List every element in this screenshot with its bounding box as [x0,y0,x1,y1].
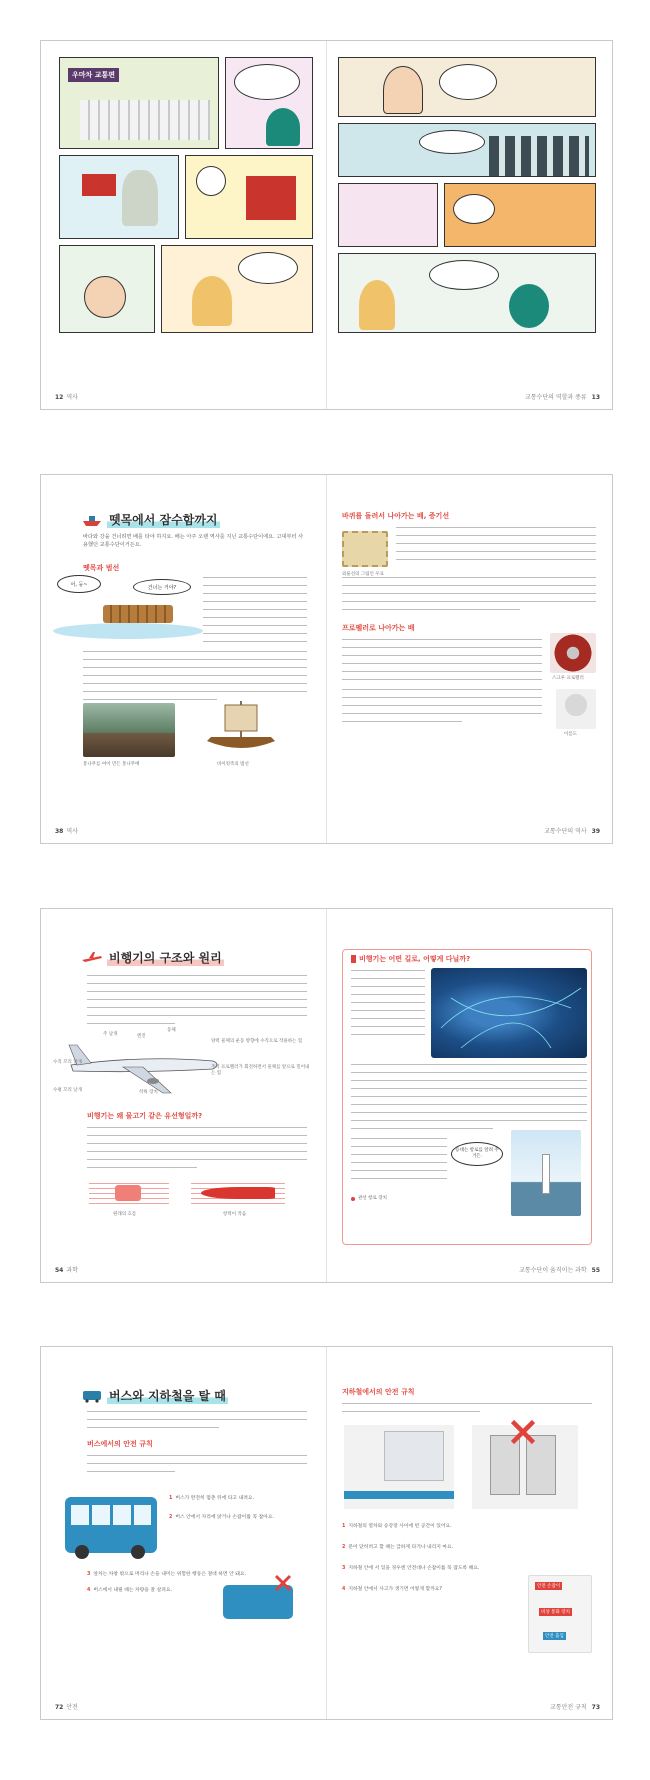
rule-number: 1 [342,1524,346,1529]
character-illustration [359,280,395,330]
world-routes-map [431,968,587,1058]
page-folio: 38 역사 [55,828,78,835]
character-illustration [383,66,423,114]
subsection-title: 뗏목과 범선 [83,564,120,572]
page-folio: 교통안전 규칙 73 [550,1704,600,1711]
bullet-icon [351,1197,355,1201]
speech-bubble [196,166,226,196]
diagram-label: 수직 꼬리 날개 [53,1060,82,1065]
subsection-title: 지하철에서의 안전 규칙 [342,1388,415,1396]
emergency-handle-photo [528,1575,592,1653]
body-text [396,527,596,567]
bookmark-icon [351,955,356,963]
figure-note: 관선 항로 장치 [351,1196,501,1202]
page-folio: 54 과학 [55,1267,78,1274]
lighthouse-photo [511,1130,581,1216]
diagram-caption: 항력이 작음 [223,1212,247,1217]
diagram-caption: 원래의 흐름 [113,1212,137,1217]
comic-panel [185,155,313,239]
body-text [87,1127,307,1175]
comic-page-right [328,41,613,409]
comic-panel [338,123,596,177]
palanquin-illustration [82,174,116,196]
subway-rule-list [342,1523,514,1593]
palanquin-illustration [246,176,296,220]
comic-panel [338,57,596,117]
diagram-label: 동체 [167,1028,176,1033]
rule-number: 2 [169,1515,173,1520]
body-text [342,1403,592,1419]
comic-panel [59,245,155,333]
rule-item: 2 문이 닫히려고 할 때는 급하게 타거나 내리지 마요. [342,1545,454,1550]
diagram-label: 착륙 장치 [139,1090,158,1095]
rule-item: 3 지하철 안에 서 있을 경우엔 안전대나 손잡이를 꼭 잡도록 해요. [342,1566,480,1571]
speech-bubble: 등대는 항로를 알려 주거든. [451,1142,503,1166]
subsection-title: 바퀴를 돌려서 나아가는 배, 증기선 [342,512,450,520]
comic-panel [161,245,313,333]
subsection-title: 프로펠러로 나아가는 배 [342,624,415,632]
bus-subway-spread [40,1346,613,1720]
log-boat-photo [83,703,175,757]
page-folio: 교통수단의 역사 39 [544,828,600,835]
speech-bubble [439,64,497,100]
paddle-steamer-stamp [342,531,388,567]
comic-panel [59,155,179,239]
subsection-title: 버스에서의 안전 규칙 [87,1440,153,1448]
bus-rule-list [169,1495,311,1533]
page-folio: 12 역사 [55,394,78,401]
body-text [342,577,596,617]
safety-sign: 안전 손잡이 [537,1584,561,1589]
comic-page-left [41,41,327,409]
bus-icon [81,1389,103,1403]
rule-item: 3 앞차는 차창 밖으로 머리나 손을 내미는 위험한 행동은 절대 하면 안 돼요. [87,1572,247,1577]
comic-panel [444,183,596,247]
photo-caption: 외륜선의 그림인 우표 [342,572,384,577]
ships-page-left [41,475,327,843]
intro-text: 바다와 강을 건너려면 배를 타야 하지요. 배는 아주 오랜 역사를 지닌 교통수단이에요. 고대부터 사용했던 교통수단이거든요. [83,534,304,548]
speech-bubble [429,260,499,290]
body-text [87,1455,307,1479]
page-folio: 교통수단의 역할과 종류 13 [524,394,600,401]
info-box-title: 비행기는 어떤 길로, 어떻게 다닐까? [351,954,470,964]
definition-note: 추력 프로펠러가 회전하면서 물체를 앞으로 밀어내는 힘 [211,1065,310,1076]
rule-item: 4 버스에서 내릴 때는 차량을 잘 살펴요. [87,1588,173,1593]
speech-bubble [419,130,485,154]
body-text [203,577,307,649]
comic-panel [338,183,438,247]
speech-bubble [453,194,495,224]
character-illustration [192,276,232,326]
character-illustration [509,284,549,328]
speech-bubble [238,252,298,284]
subway-platform-illustration [344,1425,454,1509]
crowd-illustration [489,136,589,176]
portrait-illustration [556,689,596,729]
definition-note: 양력 물체의 운동 방향에 수직으로 작용하는 힘 [211,1039,303,1044]
photo-caption: 통나무를 여어 만든 통나무배 [83,762,140,767]
x-mark-icon [273,1573,293,1593]
section-title: 비행기의 구조와 원리 [81,949,224,966]
speech-bubble: 건너는 거야? [133,579,191,595]
ships-spread [40,474,613,844]
bus-page-left [41,1347,327,1719]
bus-illustration [65,1497,157,1553]
raft-illustration [53,575,203,645]
section-title: 버스와 지하철을 탈 때 [81,1387,228,1404]
diagram-label: 주 날개 [103,1032,118,1037]
rule-number: 2 [342,1545,346,1550]
comic-sign: 우마차 교통편 [68,68,119,82]
rule-number: 3 [342,1566,346,1571]
flow-diagram-streamlined [191,1179,285,1207]
airplane-icon [81,951,103,965]
character-illustration [266,108,300,146]
rule-number: 1 [169,1496,173,1501]
screw-propeller-photo [550,633,596,673]
viking-ship-illustration [201,697,281,759]
airplane-page-left [41,909,327,1282]
safety-sign: 안전 출입 [545,1634,564,1639]
subway-page-right [328,1347,613,1719]
page-folio: 교통수단이 움직이는 과학 55 [519,1267,600,1274]
character-illustration [122,170,158,226]
rule-item: 1 버스가 완전히 멈춘 뒤에 타고 내려요. [169,1496,255,1501]
airplane-spread [40,908,613,1283]
x-mark-icon [508,1417,538,1447]
airplane-page-right [328,909,613,1282]
body-text [342,639,542,687]
crowd-illustration [80,100,210,140]
comic-panel [225,57,313,149]
rule-item: 1 지하철의 열차와 승강장 사이에 빈 공간이 있어요. [342,1524,452,1529]
rule-number: 3 [87,1572,91,1577]
comic-panel [338,253,596,333]
photo-caption: 이름도 [564,732,578,737]
diagram-label: 엔진 [137,1034,146,1039]
comic-spread [40,40,613,410]
body-text [351,1064,587,1136]
body-text [87,975,307,1031]
comic-panel [59,57,219,149]
body-text [351,970,425,1042]
rule-item: 4 지하철 안에서 사고가 생기면 어떻게 할까요? [342,1587,442,1592]
ship-icon [81,513,103,527]
section-title: 뗏목에서 잠수함까지 [81,511,220,528]
rule-number: 4 [342,1587,346,1592]
page-folio: 72 안전 [55,1704,78,1711]
photo-caption: 스크루 프로펠러 [552,676,584,681]
photo-caption: 바이킹족의 범선 [217,762,249,767]
rule-item: 2 버스 안에서 자리에 앉거나 손잡이를 꼭 잡아요. [169,1515,275,1520]
rule-number: 4 [87,1588,91,1593]
flow-diagram-blunt [89,1179,169,1207]
body-text [87,1411,307,1435]
body-text [342,689,542,729]
ships-page-right [328,475,613,843]
body-text [351,1138,447,1186]
speech-bubble [234,64,300,100]
speech-bubble: 어, 둥~ [57,575,101,593]
character-illustration [84,276,126,318]
subsection-title: 비행기는 왜 물고기 같은 유선형일까? [87,1112,203,1120]
info-box [342,949,592,1245]
safety-sign: 비상 통화 장치 [541,1610,570,1615]
diagram-label: 수평 꼬리 날개 [53,1088,82,1093]
